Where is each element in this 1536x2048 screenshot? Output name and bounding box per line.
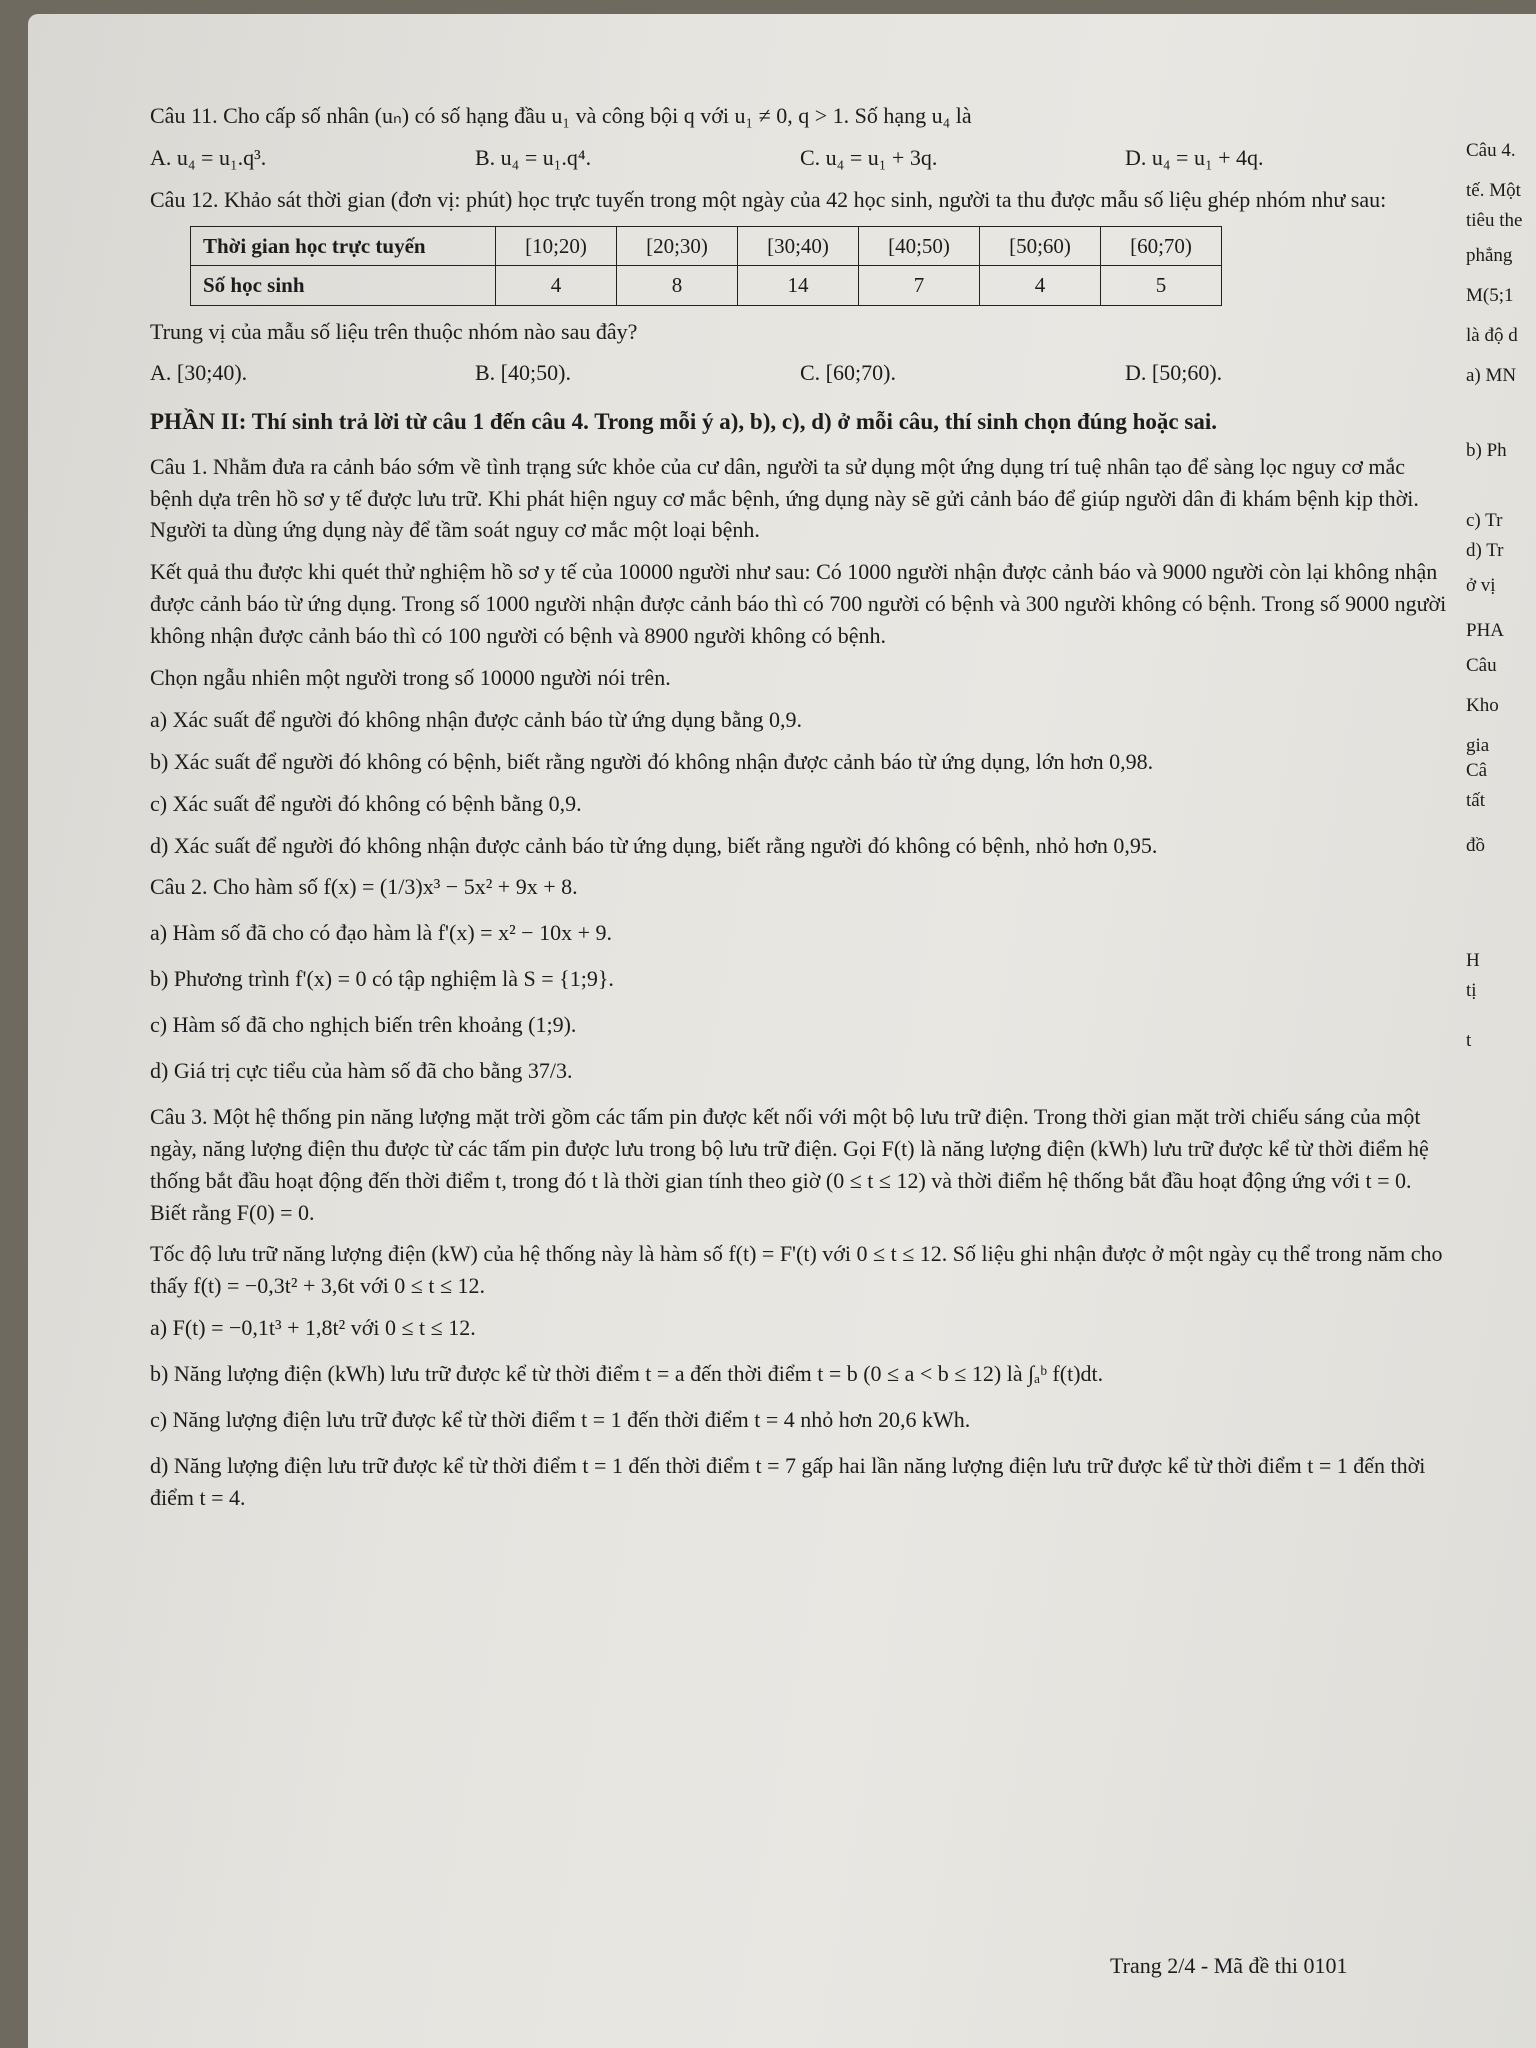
table-cell: 4 bbox=[496, 266, 617, 305]
table-cell: 5 bbox=[1101, 266, 1222, 305]
fragment-text: tất bbox=[1466, 790, 1485, 811]
q12-options bbox=[150, 357, 1450, 389]
table-cell: Số học sinh bbox=[191, 266, 496, 305]
table-cell: [20;30) bbox=[617, 226, 738, 265]
fragment-text: H bbox=[1466, 950, 1480, 971]
c3-paragraph: Tốc độ lưu trữ năng lượng điện (kW) của hệ thống này là hàm số f(t) = F'(t) với 0 ≤ t ≤ 12. Số liệu ghi nhận được ở một ngày cụ thể trong năm cho thấy f(t) = −0,3t² + 3,6t với 0 ≤ t ≤ 12. bbox=[150, 1241, 1443, 1299]
table-cell: 14 bbox=[738, 266, 859, 305]
c3-statement-a: a) F(t) = −0,1t³ + 1,8t² với 0 ≤ t ≤ 12. bbox=[150, 1315, 476, 1341]
fragment-text: M(5;1 bbox=[1466, 285, 1514, 306]
part2-heading: PHẦN II: Thí sinh trả lời từ câu 1 đến câu 4. Trong mỗi ý a), b), c), d) ở mỗi câu, thí sinh chọn đúng hoặc sai. bbox=[150, 409, 1217, 435]
q12-stem: Câu 12. Khảo sát thời gian (đơn vị: phút) học trực tuyến trong một ngày của 42 học sinh, người ta thu được mẫu số liệu ghép nhóm như sau: bbox=[150, 186, 1387, 212]
c1-paragraph: Kết quả thu được khi quét thử nghiệm hồ sơ y tế của 10000 người như sau: Có 1000 người nhận được cảnh báo và 9000 người còn lại không nhận được cảnh báo từ ứng dụng. Trong số 1000 người nhận được cảnh báo thì có 700 người có bệnh và 300 người không có bệnh. Trong số 9000 người không nhận được cảnh báo thì có 100 người có bệnh và 8900 người không có bệnh. bbox=[150, 559, 1447, 649]
q12-question: Trung vị của mẫu số liệu trên thuộc nhóm nào sau đây? bbox=[150, 318, 638, 344]
q11-option-c: C. u₄ = u₁ + 3q. bbox=[800, 144, 938, 170]
fragment-text: b) Ph bbox=[1466, 440, 1507, 461]
table-cell: 8 bbox=[617, 266, 738, 305]
q11-option-d: D. u₄ = u₁ + 4q. bbox=[1125, 144, 1264, 170]
c3-statement-c: c) Năng lượng điện lưu trữ được kể từ thời điểm t = 1 đến thời điểm t = 4 nhỏ hơn 20,6 kWh. bbox=[150, 1407, 971, 1433]
fragment-text: PHA bbox=[1466, 620, 1505, 641]
c1-statement-b: b) Xác suất để người đó không có bệnh, biết rằng người đó không nhận được cảnh báo từ ứng dụng, lớn hơn 0,98. bbox=[150, 748, 1154, 774]
c1-paragraph: Chọn ngẫu nhiên một người trong số 10000 người nói trên. bbox=[150, 665, 671, 691]
q12-option-a: A. [30;40). bbox=[150, 360, 248, 386]
table-cell: [40;50) bbox=[859, 226, 980, 265]
fragment-text: t bbox=[1466, 1030, 1472, 1051]
table-cell: [30;40) bbox=[738, 226, 859, 265]
q12-option-b: B. [40;50). bbox=[475, 360, 571, 386]
fragment-text: Câu bbox=[1466, 655, 1497, 676]
c2-statement-a: a) Hàm số đã cho có đạo hàm là f'(x) = x² − 10x + 9. bbox=[150, 920, 612, 946]
fragment-text: đồ bbox=[1466, 835, 1485, 856]
table-cell: [50;60) bbox=[980, 226, 1101, 265]
q12-table bbox=[190, 226, 1222, 306]
c2-statement-d: d) Giá trị cực tiểu của hàm số đã cho bằng 37/3. bbox=[150, 1058, 573, 1084]
fragment-text: tị bbox=[1466, 980, 1477, 1001]
q11-option-a: A. u₄ = u₁.q³. bbox=[150, 144, 267, 170]
q11-option-b: B. u₄ = u₁.q⁴. bbox=[475, 144, 592, 170]
c1-statement-a: a) Xác suất để người đó không nhận được cảnh báo từ ứng dụng bằng 0,9. bbox=[150, 706, 802, 732]
c1-paragraph: Câu 1. Nhằm đưa ra cảnh báo sớm về tình trạng sức khỏe của cư dân, người ta sử dụng một ứng dụng trí tuệ nhân tạo để sàng lọc nguy cơ mắc bệnh dựa trên hồ sơ y tế được lưu trữ. Khi phát hiện nguy cơ mắc bệnh, ứng dụng này sẽ gửi cảnh báo để giúp người dân đi khám bệnh kịp thời. Người ta dùng ứng dụng này để tầm soát nguy cơ mắc một loại bệnh. bbox=[150, 453, 1419, 543]
table-row bbox=[191, 226, 1222, 265]
fragment-text: d) Tr bbox=[1466, 540, 1504, 561]
c3-statement-b: b) Năng lượng điện (kWh) lưu trữ được kể từ thời điểm t = a đến thời điểm t = b (0 ≤ a < b ≤ 12) là ∫ₐᵇ f(t)dt. bbox=[150, 1361, 1104, 1387]
table-cell: [10;20) bbox=[496, 226, 617, 265]
table-row bbox=[191, 266, 1222, 305]
c2-stem: Câu 2. Cho hàm số f(x) = (1/3)x³ − 5x² + 9x + 8. bbox=[150, 874, 578, 900]
fragment-text: Câu 4. bbox=[1466, 140, 1516, 161]
page-footer: Trang 2/4 - Mã đề thi 0101 bbox=[1110, 1953, 1348, 1978]
exam-page bbox=[150, 100, 1450, 2000]
fragment-text: Câ bbox=[1466, 760, 1488, 781]
q12-option-c: C. [60;70). bbox=[800, 360, 896, 386]
adjacent-page-fragments bbox=[1456, 140, 1536, 1240]
table-cell: 7 bbox=[859, 266, 980, 305]
fragment-text: Kho bbox=[1466, 695, 1499, 716]
fragment-text: tiêu the bbox=[1466, 210, 1523, 231]
fragment-text: c) Tr bbox=[1466, 510, 1503, 531]
c3-paragraph: Câu 3. Một hệ thống pin năng lượng mặt trời gồm các tấm pin được kết nối với một bộ lưu trữ điện. Trong thời gian mặt trời chiếu sáng của một ngày, năng lượng điện thu được từ các tấm pin được lưu trong bộ lưu trữ điện. Gọi F(t) là năng lượng điện (kWh) lưu trữ được kể từ thời điểm hệ thống bắt đầu hoạt động đến thời điểm t, trong đó t là thời gian tính theo giờ (0 ≤ t ≤ 12) và thời điểm hệ thống bắt đầu hoạt động ứng với t = 0. Biết rằng F(0) = 0. bbox=[150, 1103, 1429, 1225]
fragment-text: phẳng bbox=[1466, 245, 1513, 266]
c1-statement-c: c) Xác suất để người đó không có bệnh bằng 0,9. bbox=[150, 790, 582, 816]
c2-statement-c: c) Hàm số đã cho nghịch biến trên khoảng (1;9). bbox=[150, 1012, 577, 1038]
q11-stem: Câu 11. Cho cấp số nhân (uₙ) có số hạng đầu u₁ và công bội q với u₁ ≠ 0, q > 1. Số hạng u₄ là bbox=[150, 103, 972, 128]
table-cell: [60;70) bbox=[1101, 226, 1222, 265]
c2-statement-b: b) Phương trình f'(x) = 0 có tập nghiệm là S = {1;9}. bbox=[150, 966, 614, 992]
fragment-text: là độ d bbox=[1466, 325, 1518, 346]
fragment-text: tế. Một bbox=[1466, 180, 1521, 201]
fragment-text: ở vị bbox=[1466, 575, 1496, 596]
fragment-text: a) MN bbox=[1466, 365, 1517, 386]
q11-options bbox=[150, 142, 1450, 174]
fragment-text: gia bbox=[1466, 735, 1490, 756]
c1-statement-d: d) Xác suất để người đó không nhận được cảnh báo từ ứng dụng, biết rằng người đó không có bệnh, nhỏ hơn 0,95. bbox=[150, 832, 1158, 858]
q12-option-d: D. [50;60). bbox=[1125, 360, 1223, 386]
table-cell: 4 bbox=[980, 266, 1101, 305]
c3-statement-d: d) Năng lượng điện lưu trữ được kể từ thời điểm t = 1 đến thời điểm t = 7 gấp hai lần năng lượng điện lưu trữ được kể từ thời điểm t = 1 đến thời điểm t = 4. bbox=[150, 1452, 1426, 1510]
table-cell: Thời gian học trực tuyến bbox=[191, 226, 496, 265]
